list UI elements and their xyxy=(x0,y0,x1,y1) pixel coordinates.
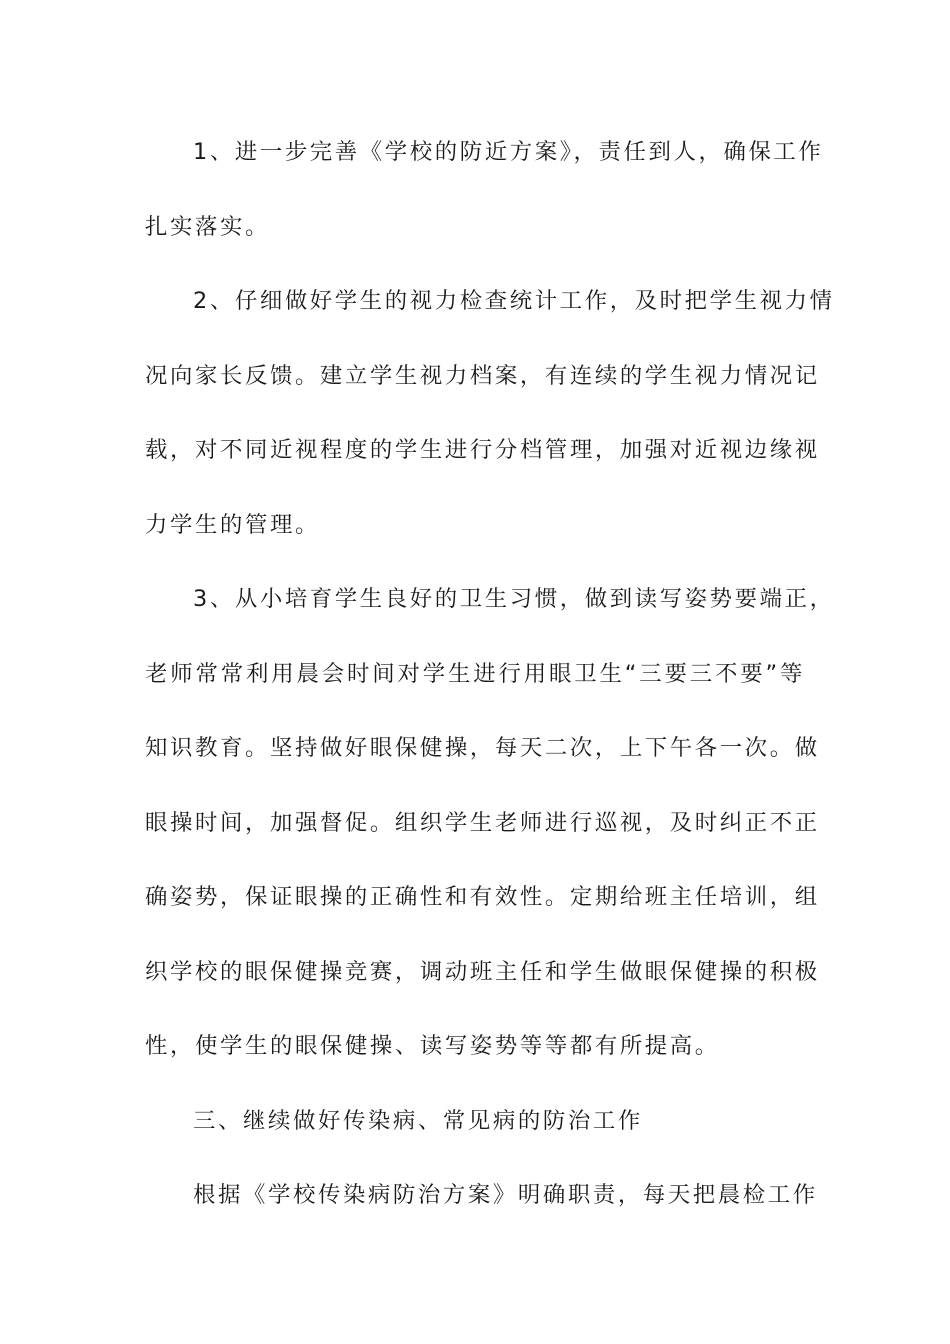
paragraph-first-line: 1、进一步完善《学校的防近方案》，责任到人，确保工作 xyxy=(193,139,824,165)
paragraph-line: 扎实落实。 xyxy=(145,213,270,240)
paragraph-line: 力学生的管理。 xyxy=(145,511,320,538)
paragraph-line: 知识教育。坚持做好眼保健操，每天二次，上下午各一次。做 xyxy=(145,735,820,761)
paragraph-line: 性，使学生的眼保健操、读写姿势等等都有所提高。 xyxy=(145,1033,720,1059)
paragraph-line: 老师常常利用晨会时间对学生进行用眼卫生“三要三不要”等 xyxy=(145,660,805,687)
paragraph-line: 织学校的眼保健操竞赛，调动班主任和学生做眼保健操的积极 xyxy=(145,958,820,985)
paragraph-line: 确姿势，保证眼操的正确性和有效性。定期给班主任培训，组 xyxy=(145,884,820,910)
paragraph-first-line: 根据《学校传染病防治方案》明确职责，每天把晨检工作 xyxy=(193,1182,818,1208)
paragraph-line: 载，对不同近视程度的学生进行分档管理，加强对近视边缘视 xyxy=(145,437,820,463)
paragraph-first-line: 3、从小培育学生良好的卫生习惯，做到读写姿势要端正， xyxy=(193,586,835,612)
document-body xyxy=(145,128,835,1246)
paragraph-line: 况向家长反馈。建立学生视力档案，有连续的学生视力情况记 xyxy=(145,362,820,389)
paragraph-line: 眼操时间，加强督促。组织学生老师进行巡视，及时纠正不正 xyxy=(145,809,820,836)
paragraph-first-line: 2、仔细做好学生的视力检查统计工作，及时把学生视力情 xyxy=(193,288,835,314)
paragraph-first-line: 三、继续做好传染病、常见病的防治工作 xyxy=(193,1107,643,1134)
